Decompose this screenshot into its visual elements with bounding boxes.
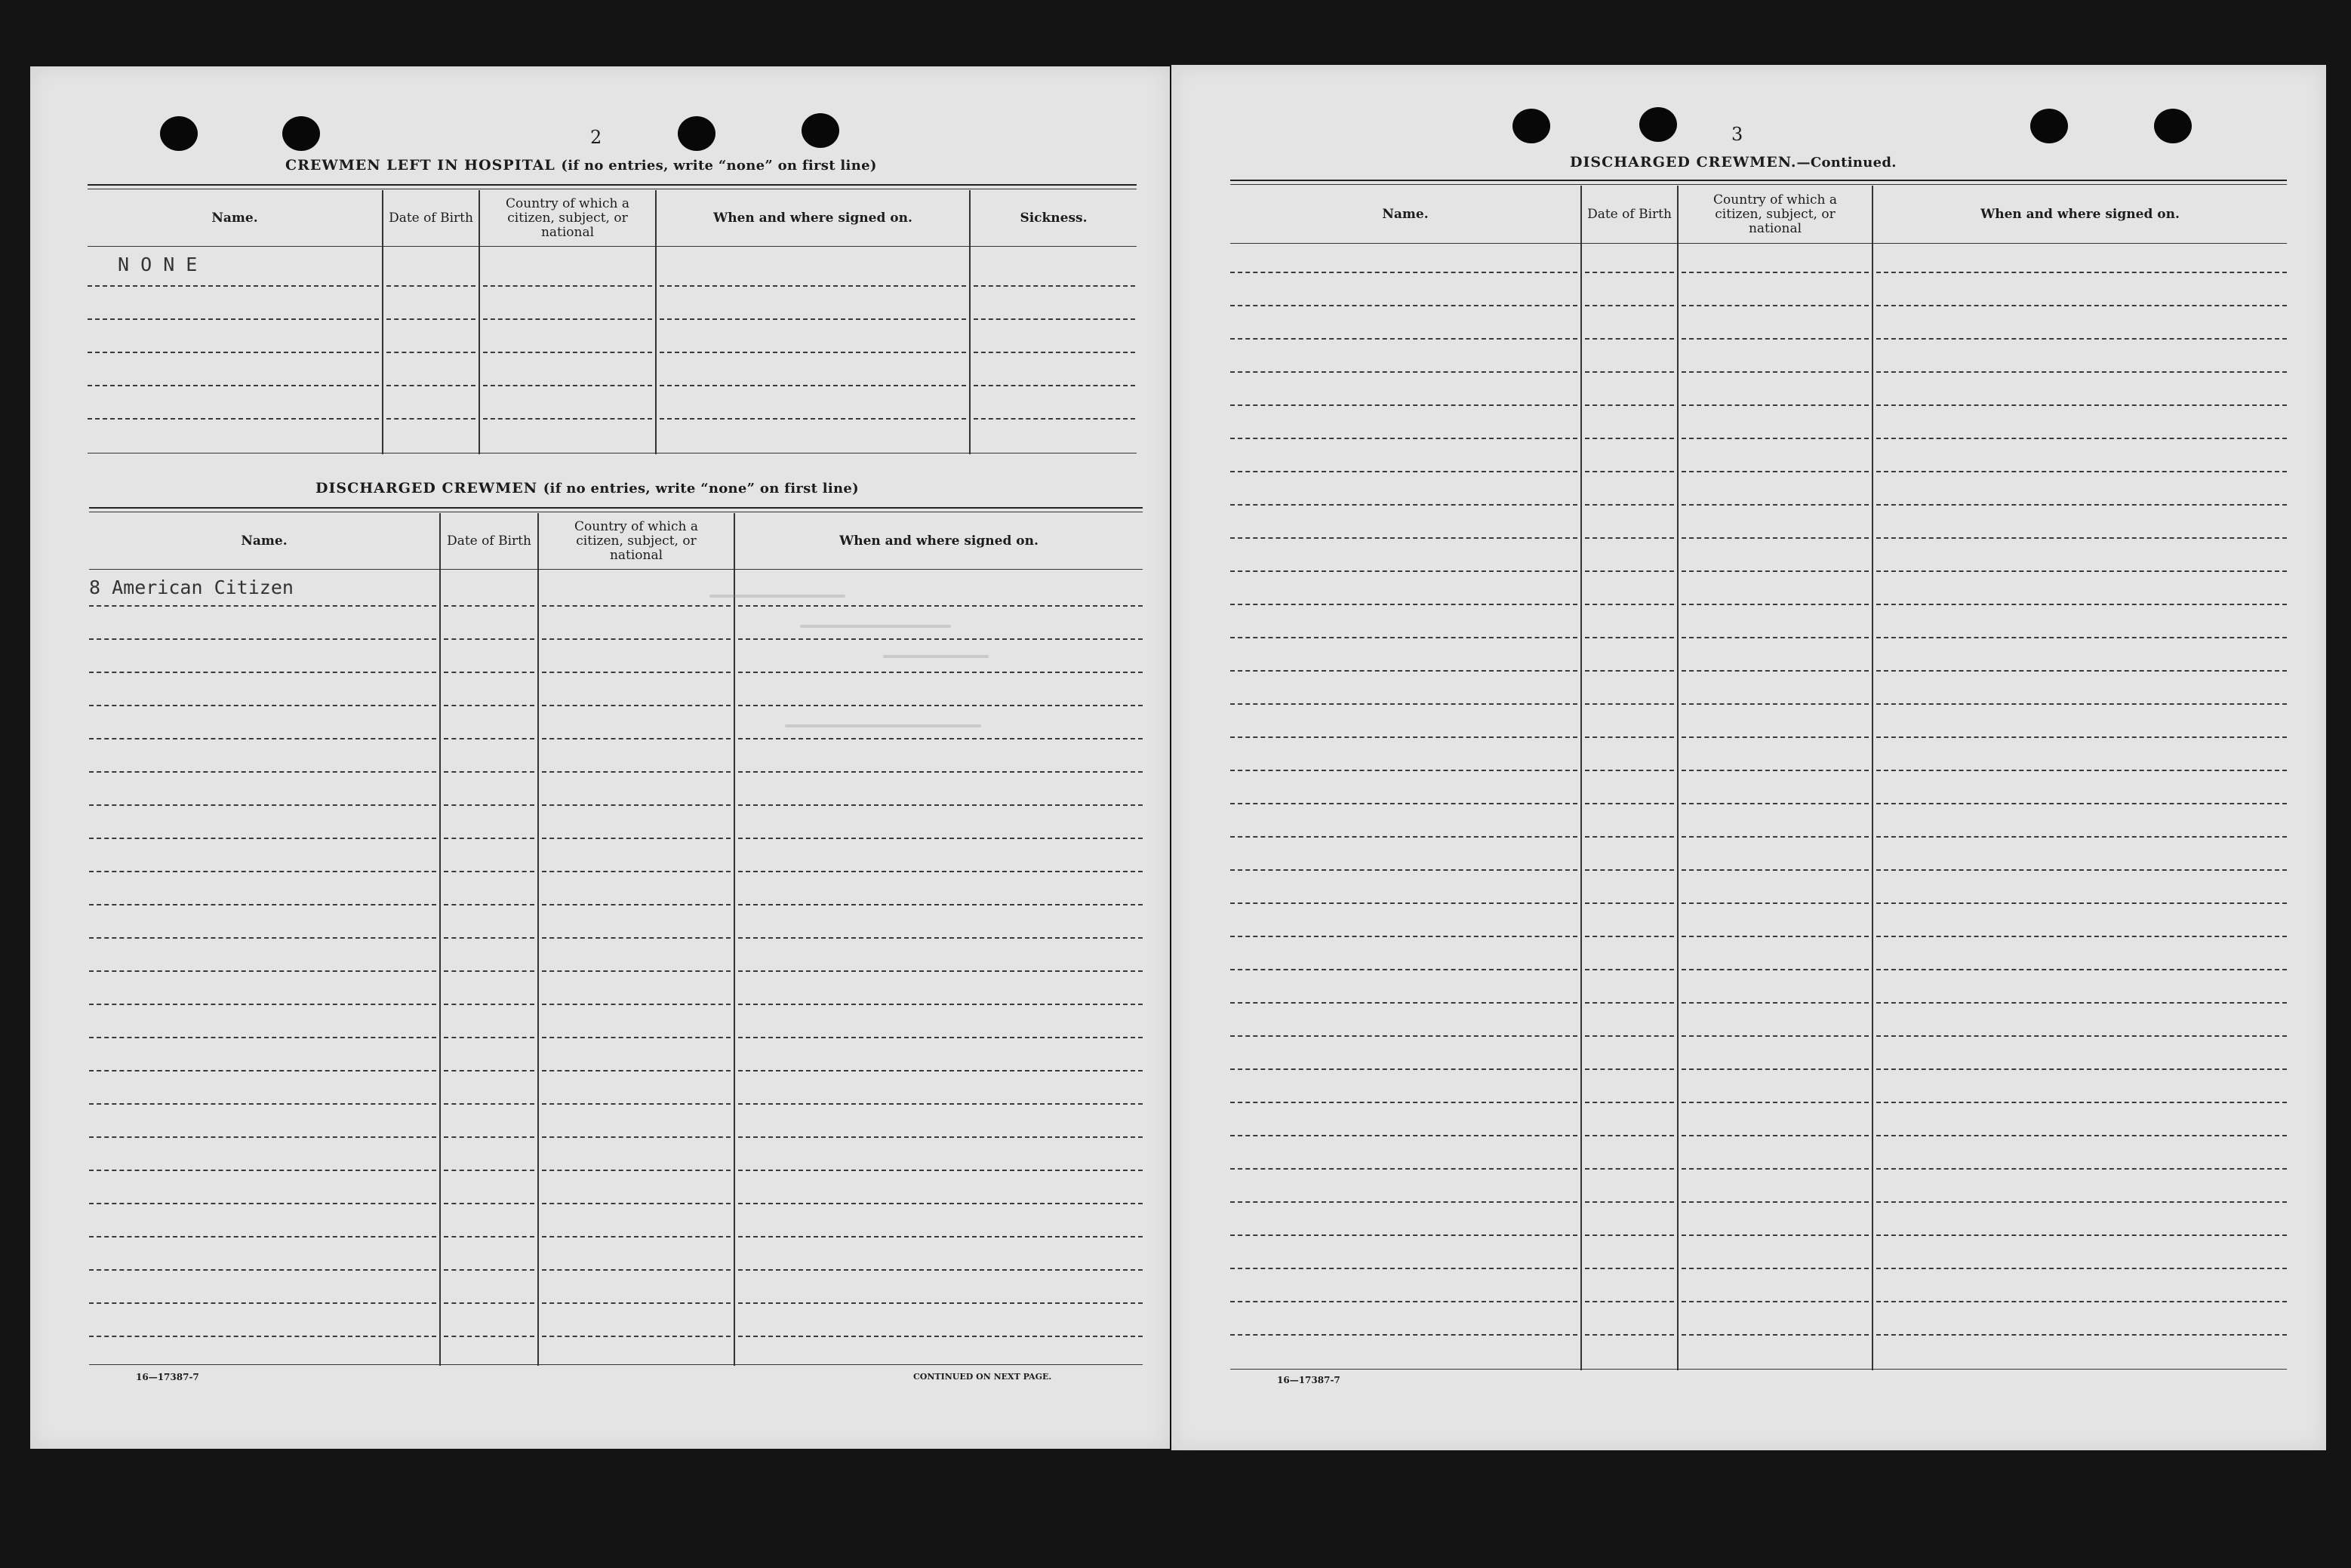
ruled-line xyxy=(738,904,1143,905)
ruled-line xyxy=(444,1302,534,1304)
ruled-line xyxy=(444,771,534,773)
ruled-line xyxy=(483,385,652,386)
column-header-country: Country of which a citizen, subject, or national xyxy=(506,195,629,240)
ruled-line xyxy=(88,418,379,420)
ruled-line xyxy=(738,705,1143,706)
ruled-line xyxy=(1876,1201,2287,1203)
ruled-line xyxy=(1585,1068,1674,1070)
ruled-line xyxy=(542,1336,731,1337)
ruled-line xyxy=(1230,869,1577,871)
ruled-line xyxy=(1585,1201,1674,1203)
column-header-when-where: When and where signed on. xyxy=(1980,206,2180,222)
punch-hole-icon xyxy=(2154,109,2192,143)
ruled-line xyxy=(1585,371,1674,373)
ruled-line xyxy=(444,970,534,972)
ruled-line xyxy=(1230,504,1577,506)
ruled-line xyxy=(444,904,534,905)
ruled-line xyxy=(1230,836,1577,838)
ruled-line xyxy=(1682,504,1869,506)
ruled-line xyxy=(1876,1068,2287,1070)
ruled-line xyxy=(89,605,436,607)
ruled-line xyxy=(1682,969,1869,970)
ruled-line xyxy=(1682,305,1869,306)
ruled-line xyxy=(738,871,1143,872)
ruled-line xyxy=(1876,1334,2287,1336)
ruled-line xyxy=(1230,537,1577,539)
ruled-line xyxy=(1230,1035,1577,1037)
ruled-line xyxy=(738,1136,1143,1138)
ruled-line xyxy=(386,385,475,386)
ruled-line xyxy=(1876,869,2287,871)
ruled-line xyxy=(1230,770,1577,771)
discharged-continued-title-text: DISCHARGED CREWMEN. xyxy=(1570,154,1797,171)
ruled-line xyxy=(1876,969,2287,970)
ruled-line xyxy=(1585,936,1674,937)
ruled-line xyxy=(386,352,475,353)
ruled-line xyxy=(89,1004,436,1005)
ruled-line xyxy=(1230,703,1577,705)
discharged-first-entry: 8 American Citizen xyxy=(89,576,294,598)
ruled-line xyxy=(1585,770,1674,771)
ruled-line xyxy=(1230,1234,1577,1236)
ruled-line xyxy=(1682,936,1869,937)
ruled-line xyxy=(1230,1102,1577,1103)
ruled-line xyxy=(1230,471,1577,472)
ruled-line xyxy=(444,871,534,872)
ruled-line xyxy=(1585,1301,1674,1302)
ruled-line xyxy=(483,352,652,353)
ruled-line xyxy=(1876,404,2287,406)
ruled-line xyxy=(1585,1234,1674,1236)
ruled-line xyxy=(660,418,966,420)
ruled-line xyxy=(1682,1068,1869,1070)
ruled-line xyxy=(1585,703,1674,705)
ruled-line xyxy=(1682,869,1869,871)
ruled-line xyxy=(1230,902,1577,904)
ruled-line xyxy=(1682,438,1869,439)
ruled-line xyxy=(542,1070,731,1071)
bleed-through-mark xyxy=(800,625,951,628)
ruled-line xyxy=(1876,1135,2287,1136)
ruled-line xyxy=(1876,1002,2287,1004)
ruled-line xyxy=(1876,504,2287,506)
ruled-line xyxy=(1230,305,1577,306)
column-header-when-where: When and where signed on. xyxy=(713,210,912,226)
ruled-line xyxy=(1585,570,1674,572)
ruled-line xyxy=(444,838,534,839)
form-number: 16—17387-7 xyxy=(1277,1375,1340,1385)
punch-hole-icon xyxy=(160,116,198,151)
hospital-title-text: CREWMEN LEFT IN HOSPITAL xyxy=(285,157,555,174)
ruled-line xyxy=(1682,1234,1869,1236)
ruled-line xyxy=(1876,537,2287,539)
hospital-section-title xyxy=(285,157,877,174)
ruled-line xyxy=(1585,537,1674,539)
ruled-line xyxy=(1682,404,1869,406)
punch-hole-icon xyxy=(678,116,715,151)
ruled-line xyxy=(1876,1234,2287,1236)
bleed-through-mark xyxy=(709,595,845,598)
ruled-line xyxy=(444,1103,534,1105)
ruled-line xyxy=(88,385,379,386)
ruled-line xyxy=(444,1170,534,1171)
ruled-line xyxy=(738,1269,1143,1271)
ruled-line xyxy=(89,638,436,640)
ruled-line xyxy=(1585,272,1674,273)
ruled-line xyxy=(88,318,379,320)
ruled-line xyxy=(1682,570,1869,572)
punch-hole-icon xyxy=(1512,109,1550,143)
hospital-table xyxy=(88,184,1137,456)
ruled-line xyxy=(89,804,436,806)
ruled-line xyxy=(1682,670,1869,672)
page-number: 2 xyxy=(590,127,602,148)
ruled-line xyxy=(1876,736,2287,738)
ruled-line xyxy=(1876,305,2287,306)
ruled-line xyxy=(1585,969,1674,970)
ruled-line xyxy=(483,318,652,320)
column-header-when-where: When and where signed on. xyxy=(839,533,1039,549)
ruled-line xyxy=(1585,604,1674,605)
ruled-line xyxy=(1585,1334,1674,1336)
ruled-line xyxy=(1585,504,1674,506)
ruled-line xyxy=(542,1269,731,1271)
ruled-line xyxy=(88,352,379,353)
ruled-line xyxy=(542,904,731,905)
ruled-line xyxy=(738,937,1143,939)
ruled-line xyxy=(542,1302,731,1304)
ruled-line xyxy=(1230,803,1577,804)
ruled-line xyxy=(444,705,534,706)
ruled-line xyxy=(1230,670,1577,672)
ruled-line xyxy=(386,285,475,287)
ruled-line xyxy=(1682,703,1869,705)
form-number: 16—17387-7 xyxy=(136,1372,199,1382)
ruled-line xyxy=(1876,670,2287,672)
ruled-line xyxy=(1682,471,1869,472)
ruled-line xyxy=(89,1269,436,1271)
ruled-line xyxy=(1230,936,1577,937)
right-page xyxy=(1171,65,2326,1450)
ruled-line xyxy=(738,605,1143,607)
ruled-line xyxy=(1230,438,1577,439)
ruled-line xyxy=(1876,637,2287,638)
ruled-line xyxy=(89,970,436,972)
page-number: 3 xyxy=(1731,124,1743,145)
ruled-line xyxy=(89,738,436,739)
ruled-line xyxy=(89,937,436,939)
discharged-title-note: (if no entries, write “none” on first line) xyxy=(543,481,859,497)
ruled-line xyxy=(1230,1002,1577,1004)
ruled-line xyxy=(1876,703,2287,705)
bleed-through-mark xyxy=(883,655,989,658)
ruled-line xyxy=(738,1203,1143,1204)
ruled-line xyxy=(444,937,534,939)
ruled-line xyxy=(89,705,436,706)
ruled-line xyxy=(1230,604,1577,605)
ruled-line xyxy=(1876,570,2287,572)
column-header-date-of-birth: Date of Birth xyxy=(389,210,473,226)
ruled-line xyxy=(542,1037,731,1038)
ruled-line xyxy=(1682,902,1869,904)
ruled-line xyxy=(738,1037,1143,1038)
ruled-line xyxy=(89,1103,436,1105)
ruled-line xyxy=(1230,371,1577,373)
ruled-line xyxy=(89,1070,436,1071)
ruled-line xyxy=(1585,1268,1674,1269)
ruled-line xyxy=(444,1269,534,1271)
ruled-line xyxy=(1682,1268,1869,1269)
ruled-line xyxy=(974,352,1135,353)
ruled-line xyxy=(89,1170,436,1171)
ruled-line xyxy=(1876,1301,2287,1302)
ruled-line xyxy=(1876,371,2287,373)
ruled-line xyxy=(542,871,731,872)
ruled-line xyxy=(542,1103,731,1105)
ruled-line xyxy=(974,385,1135,386)
ruled-line xyxy=(1585,836,1674,838)
ruled-line xyxy=(1876,803,2287,804)
ruled-line xyxy=(1585,869,1674,871)
ruled-line xyxy=(1230,637,1577,638)
column-header-name: Name. xyxy=(211,210,258,226)
ruled-line xyxy=(1682,338,1869,340)
ruled-line xyxy=(1876,1035,2287,1037)
ruled-line xyxy=(1682,836,1869,838)
ruled-line xyxy=(542,638,731,640)
ruled-line xyxy=(1876,438,2287,439)
ruled-line xyxy=(738,738,1143,739)
ruled-line xyxy=(1230,1135,1577,1136)
discharged-continued-title xyxy=(1570,154,1897,171)
ruled-line xyxy=(738,1103,1143,1105)
ruled-line xyxy=(1585,305,1674,306)
ruled-line xyxy=(1585,338,1674,340)
ruled-line xyxy=(542,804,731,806)
ruled-line xyxy=(89,672,436,673)
discharged-table xyxy=(89,507,1143,1367)
ruled-line xyxy=(444,1203,534,1204)
ruled-line xyxy=(1682,1168,1869,1170)
ruled-line xyxy=(444,1037,534,1038)
ruled-line xyxy=(444,1070,534,1071)
ruled-line xyxy=(542,1136,731,1138)
ruled-line xyxy=(1585,803,1674,804)
ruled-line xyxy=(1876,604,2287,605)
ruled-line xyxy=(1585,736,1674,738)
ruled-line xyxy=(1682,736,1869,738)
ruled-line xyxy=(483,285,652,287)
column-header-sickness: Sickness. xyxy=(1020,210,1088,226)
ruled-line xyxy=(1876,1102,2287,1103)
punch-hole-icon xyxy=(802,113,839,148)
ruled-line xyxy=(88,285,379,287)
ruled-line xyxy=(1230,1268,1577,1269)
ruled-line xyxy=(89,1336,436,1337)
ruled-line xyxy=(1876,1268,2287,1269)
ruled-line xyxy=(1876,1168,2287,1170)
ruled-line xyxy=(1230,272,1577,273)
ruled-line xyxy=(1682,803,1869,804)
ruled-line xyxy=(444,638,534,640)
discharged-continued-title-suffix: —Continued. xyxy=(1796,155,1897,171)
ruled-line xyxy=(1876,770,2287,771)
ruled-line xyxy=(1230,570,1577,572)
ruled-line xyxy=(1585,637,1674,638)
ruled-line xyxy=(89,871,436,872)
ruled-line xyxy=(542,605,731,607)
ruled-line xyxy=(444,672,534,673)
ruled-line xyxy=(1682,637,1869,638)
ruled-line xyxy=(1682,537,1869,539)
ruled-line xyxy=(1585,1035,1674,1037)
ruled-line xyxy=(542,937,731,939)
column-header-name: Name. xyxy=(241,533,288,549)
ruled-line xyxy=(738,1236,1143,1237)
ruled-line xyxy=(1682,1201,1869,1203)
ruled-line xyxy=(1682,770,1869,771)
ruled-line xyxy=(1585,1168,1674,1170)
punch-hole-icon xyxy=(282,116,320,151)
punch-hole-icon xyxy=(2030,109,2068,143)
ruled-line xyxy=(738,1336,1143,1337)
ruled-line xyxy=(1682,1035,1869,1037)
ruled-line xyxy=(738,771,1143,773)
ruled-line xyxy=(1585,902,1674,904)
ruled-line xyxy=(1585,670,1674,672)
ruled-line xyxy=(1876,902,2287,904)
ruled-line xyxy=(1682,1301,1869,1302)
ruled-line xyxy=(89,1037,436,1038)
column-header-date-of-birth: Date of Birth xyxy=(1587,206,1672,222)
ruled-line xyxy=(444,605,534,607)
ruled-line xyxy=(483,418,652,420)
ruled-line xyxy=(660,352,966,353)
ruled-line xyxy=(542,1236,731,1237)
ruled-line xyxy=(386,318,475,320)
ruled-line xyxy=(738,1004,1143,1005)
ruled-line xyxy=(738,638,1143,640)
ruled-line xyxy=(444,1236,534,1237)
ruled-line xyxy=(542,1004,731,1005)
ruled-line xyxy=(444,738,534,739)
ruled-line xyxy=(89,771,436,773)
ruled-line xyxy=(444,1004,534,1005)
ruled-line xyxy=(444,804,534,806)
ruled-line xyxy=(1585,471,1674,472)
column-header-name: Name. xyxy=(1382,206,1429,222)
ruled-line xyxy=(738,1302,1143,1304)
discharged-section-title xyxy=(315,480,859,497)
ruled-line xyxy=(660,318,966,320)
ruled-line xyxy=(1230,736,1577,738)
ruled-line xyxy=(542,672,731,673)
ruled-line xyxy=(89,1236,436,1237)
hospital-first-entry: N O N E xyxy=(118,254,198,275)
ruled-line xyxy=(1230,1168,1577,1170)
ruled-line xyxy=(1230,338,1577,340)
ruled-line xyxy=(1230,969,1577,970)
ruled-line xyxy=(542,970,731,972)
ruled-line xyxy=(738,1170,1143,1171)
column-header-country: Country of which a citizen, subject, or national xyxy=(574,518,698,563)
ruled-line xyxy=(1876,272,2287,273)
ruled-line xyxy=(738,672,1143,673)
ruled-line xyxy=(1585,404,1674,406)
ruled-line xyxy=(1230,1334,1577,1336)
ruled-line xyxy=(1876,471,2287,472)
ruled-line xyxy=(1585,1135,1674,1136)
ruled-line xyxy=(542,738,731,739)
ruled-line xyxy=(1682,1135,1869,1136)
hospital-title-note: (if no entries, write “none” on first line) xyxy=(561,158,877,174)
ruled-line xyxy=(1876,836,2287,838)
continued-note: CONTINUED ON NEXT PAGE. xyxy=(913,1372,1052,1382)
ruled-line xyxy=(974,418,1135,420)
ruled-line xyxy=(1230,1301,1577,1302)
ruled-line xyxy=(89,838,436,839)
discharged-title-text: DISCHARGED CREWMEN xyxy=(315,480,538,497)
ruled-line xyxy=(1682,371,1869,373)
left-page xyxy=(30,66,1170,1449)
ruled-line xyxy=(1585,1002,1674,1004)
ruled-line xyxy=(1682,604,1869,605)
column-header-country: Country of which a citizen, subject, or national xyxy=(1713,192,1837,236)
ruled-line xyxy=(1876,936,2287,937)
ruled-line xyxy=(1585,438,1674,439)
ruled-line xyxy=(542,771,731,773)
ruled-line xyxy=(1230,1201,1577,1203)
ruled-line xyxy=(89,1136,436,1138)
ruled-line xyxy=(1682,272,1869,273)
ruled-line xyxy=(1682,1334,1869,1336)
ruled-line xyxy=(660,285,966,287)
ruled-line xyxy=(738,804,1143,806)
ruled-line xyxy=(1230,1068,1577,1070)
ruled-line xyxy=(974,285,1135,287)
discharged-continued-table xyxy=(1230,180,2287,1372)
ruled-line xyxy=(89,1203,436,1204)
ruled-line xyxy=(1876,338,2287,340)
ruled-line xyxy=(1682,1102,1869,1103)
ruled-line xyxy=(89,1302,436,1304)
ruled-line xyxy=(974,318,1135,320)
ruled-line xyxy=(738,1070,1143,1071)
ruled-line xyxy=(89,904,436,905)
punch-hole-icon xyxy=(1639,107,1677,142)
ruled-line xyxy=(542,705,731,706)
ruled-line xyxy=(738,970,1143,972)
bleed-through-mark xyxy=(785,724,981,727)
ruled-line xyxy=(1682,1002,1869,1004)
ruled-line xyxy=(542,838,731,839)
ruled-line xyxy=(1585,1102,1674,1103)
ruled-line xyxy=(738,838,1143,839)
ruled-line xyxy=(386,418,475,420)
column-header-date-of-birth: Date of Birth xyxy=(447,533,531,549)
ruled-line xyxy=(1230,404,1577,406)
ruled-line xyxy=(444,1136,534,1138)
ruled-line xyxy=(444,1336,534,1337)
ruled-line xyxy=(660,385,966,386)
ruled-line xyxy=(542,1203,731,1204)
ruled-line xyxy=(542,1170,731,1171)
